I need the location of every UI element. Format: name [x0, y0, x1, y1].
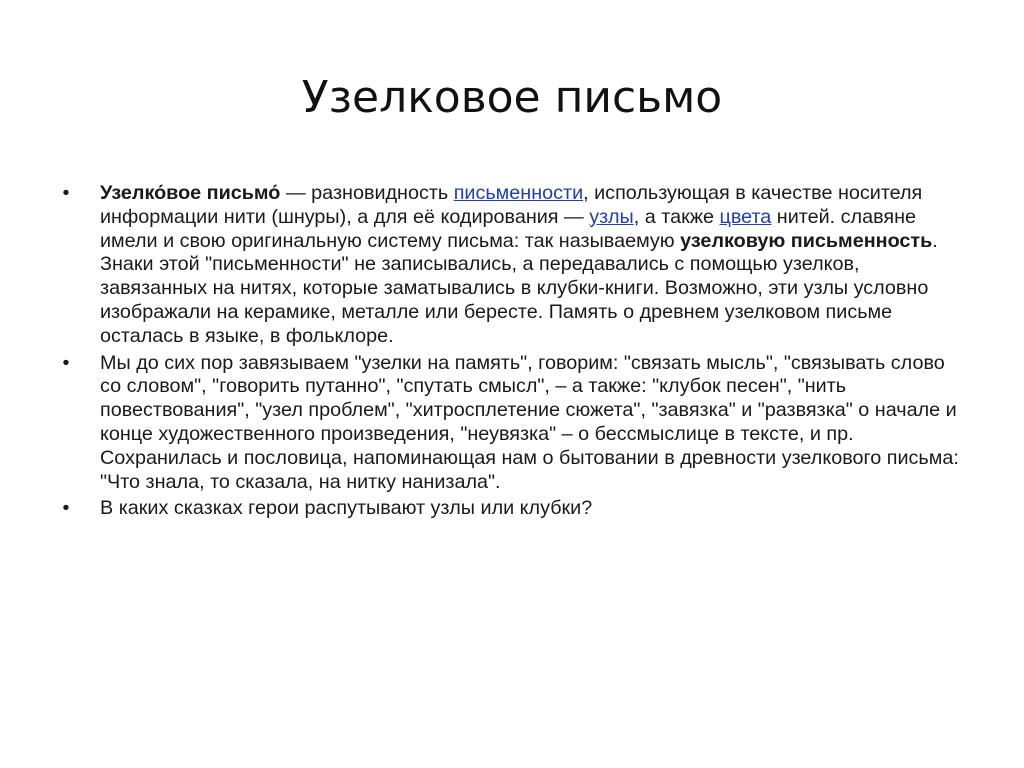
bullet-list — [60, 182, 970, 524]
bullet-item-2 — [60, 352, 970, 495]
text-segment: нитей. славяне имели и свою оригинальную систему письма: так называемую — [100, 205, 917, 252]
bullet-marker: • — [62, 497, 70, 520]
bullet-marker: • — [62, 182, 70, 204]
link-pismennost[interactable]: письменности — [453, 182, 584, 204]
bullet-marker: • — [62, 351, 70, 374]
bullet-item-3 — [60, 497, 970, 521]
term-bold: Узелко́вое письмо́ — [100, 182, 281, 204]
text-segment: , а также — [633, 205, 720, 228]
link-tsveta[interactable]: цвета — [719, 205, 772, 228]
text-segment: , использующая в качестве носителя информации нити (шнуры), а для её кодирования — — [100, 182, 923, 228]
text-segment: . Знаки этой "письменности" не записывались, а передавались с помощью узелков, завязанных на нитях, которые заматывались в клубки-книги. Возможно, эти узлы условно изображали на керамике, металле или бересте. Память о древнем узелковом письме осталась в языке, в фольклоре. — [100, 229, 938, 347]
bullet-item-1 — [60, 182, 970, 349]
slide-title: Узелковое письмо — [301, 72, 723, 123]
term-bold-2: узелковую письменность — [680, 229, 933, 252]
link-uzly[interactable]: узлы — [589, 205, 634, 228]
text-segment: В каких сказках герои распутывают узлы или клубки? — [100, 497, 593, 520]
text-segment: — разновидность — [280, 182, 454, 204]
text-segment: Мы до сих пор завязываем "узелки на память", говорим: "связать мысль", "связывать слово со словом", "говорить путанно", "спутать смысл", – а также: "клубок песен", "нить повествования", "узел проблем", "хитросплетение сюжета", "завязка" и "развязка" о начале и конце художественного произведения, "неувязка" – о бессмыслице в тексте, и пр. Сохранилась и пословица, напоминающая нам о бытовании в древности узелкового письма: "Что знала, то сказала, на нитку нанизала". — [100, 351, 959, 493]
